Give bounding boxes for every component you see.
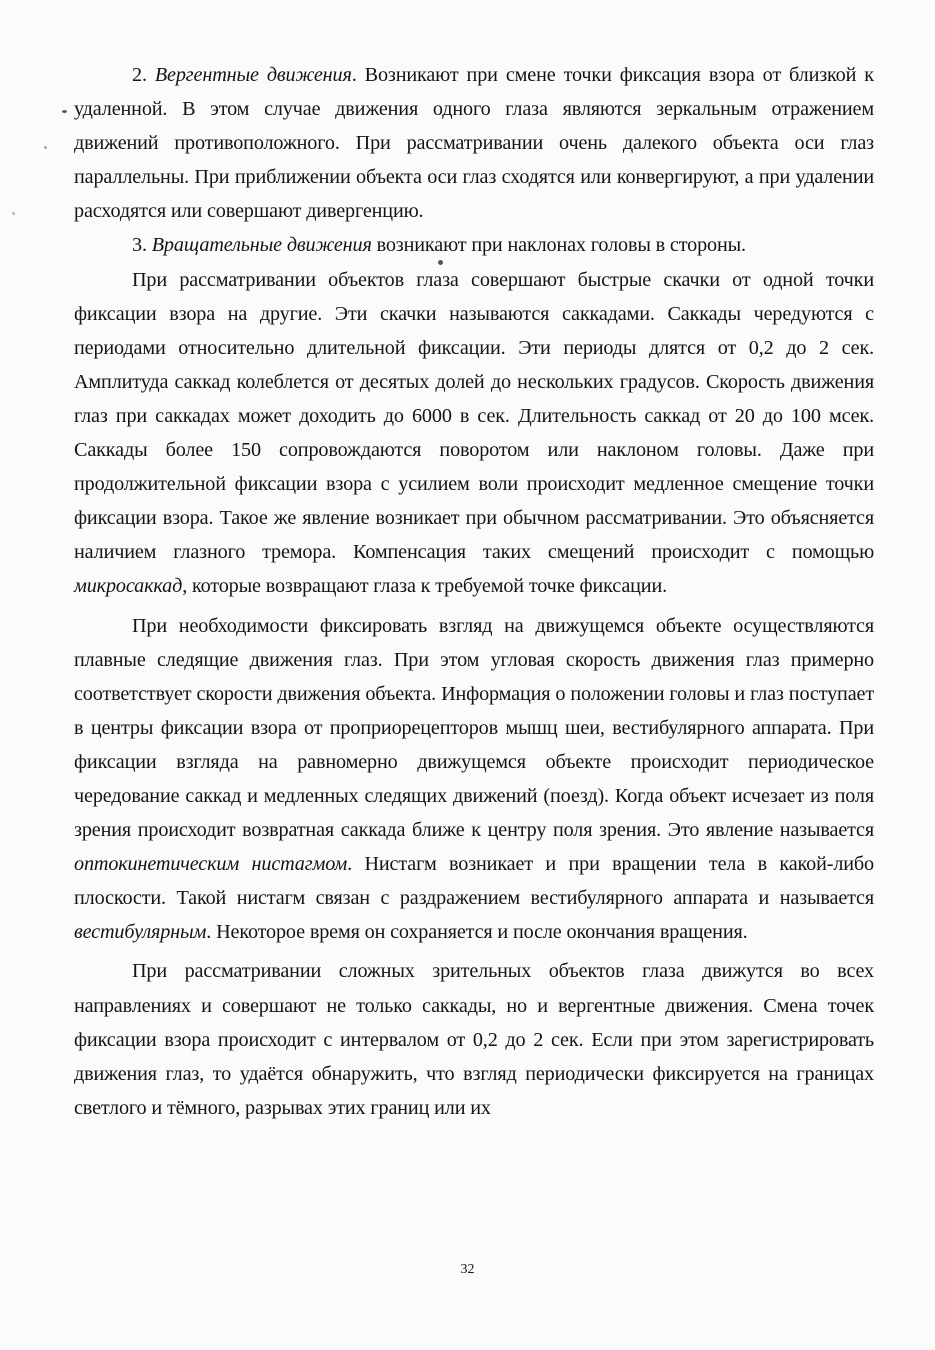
paragraph-saccades — [74, 263, 874, 604]
paragraph-text: . Возникают при смене точки фиксация взора от близкой к удаленной. В этом случае движения одного глаза являются зеркальным отражением движений противоположного. При рассматривании очень далекого объекта оси глаз параллельны. При приближении объекта оси глаз сходятся или конвергируют, а при удалении расходятся или совершают дивергенцию. — [74, 64, 874, 223]
term-optokinetic-nystagmus: оптокинетическим нистагмом — [74, 853, 348, 876]
list-number: 2. — [132, 64, 155, 86]
paragraph-text: При рассматривании объектов глаза совершают быстрые скачки от одной точки фиксации взора на другие. Эти скачки называются саккадами. Саккады чередуются с периодами относительно длительной фиксации. Эти периоды длятся от 0,2 до 2 сек. Амплитуда саккад колеблется от десятых долей до нескольких градусов. Скорость движения глаз при саккадах может доходить до 6000 в сек. Длительность саккад от 20 до 100 мсек. Саккады более 150 сопровождаются поворотом или наклоном головы. Даже при продолжительной фиксации взора с усилием воли происходит медленное смещение точки фиксации взора. Такое же явление возникает при обычном рассматривании. Это объясняется наличием глазного тремора. Компенсация таких смещений происходит с помощью — [74, 268, 874, 564]
scan-speck — [44, 146, 47, 149]
paragraph-smooth-pursuit — [74, 609, 874, 950]
term-vestibular: вестибулярным — [74, 921, 207, 944]
paragraph-text: . Нистагм возникает и при вращении тела в какой-либо плоскости. Такой нистагм связан с раздражением вестибулярного аппарата и называется — [74, 853, 874, 910]
paragraph-text: , которые возвращают глаза к требуемой точке фиксации. — [182, 575, 668, 598]
term-vergent-movements: Вергентные движения — [154, 64, 352, 86]
paragraph-rotational-movements — [74, 228, 874, 262]
scan-speck — [438, 260, 443, 265]
page-number: 32 — [460, 1262, 475, 1277]
list-number: 3. — [132, 234, 152, 257]
term-rotational-movements: Вращательные движения — [151, 234, 372, 257]
scan-speck — [12, 212, 15, 215]
paragraph-text: При необходимости фиксировать взгляд на движущемся объекте осуществляются плавные следящие движения глаз. При этом угловая скорость движения глаз примерно соответствует скорости движения объекта. Информация о положении головы и глаз поступает в центры фиксации взора от проприорецепторов мышц шеи, вестибулярного аппарата. При фиксации взгляда на равномерно движущемся объекте происходит периодическое чередование саккад и медленных следящих движений (поезд). Когда объект исчезает из поля зрения происходит возвратная саккада ближе к центру поля зрения. Это явление называется — [74, 614, 874, 842]
paragraph-vergent-movements — [74, 58, 874, 228]
paragraph-complex-objects — [74, 954, 874, 1124]
paragraph-text: . Некоторое время он сохраняется и после окончания вращения. — [206, 921, 748, 944]
paragraph-text: возникают при наклонах головы в стороны. — [371, 234, 746, 257]
term-microsaccades: микросаккад — [74, 575, 183, 598]
paragraph-text: При рассматривании сложных зрительных объектов глаза движутся во всех направлениях и совершают не только саккады, но и вергентные движения. Смена точек фиксации взора происходит с интервалом от 0,2 до 2 сек. Если при этом зарегистрировать движения глаз, то удаётся обнаружить, что взгляд периодически фиксируется на границах светлого и тёмного, разрывах этих границ или их — [74, 960, 874, 1119]
scan-speck — [62, 110, 67, 113]
document-page — [74, 58, 874, 1125]
